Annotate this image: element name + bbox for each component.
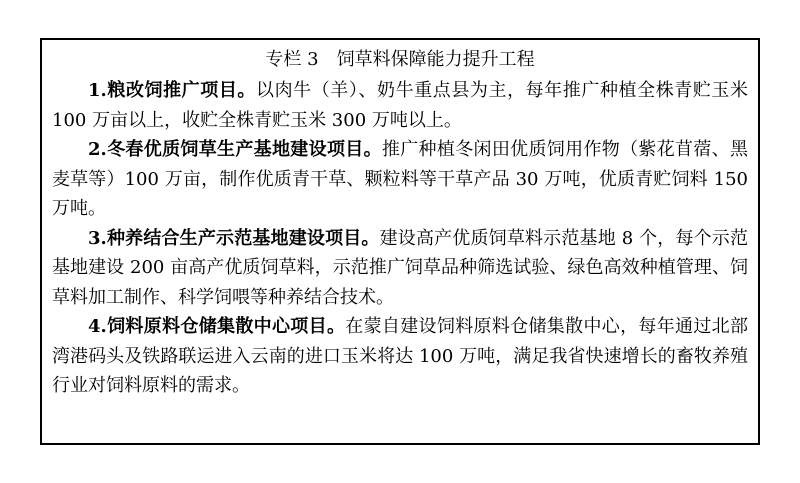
box-title: 专栏 3 饲草料保障能力提升工程 [265, 49, 535, 70]
item-1-heading: 1.粮改饲推广项目。 [88, 80, 256, 101]
item-3-body: 建设高产优质饲草料示范基地 8 个，每个示范基地建设 200 亩高产优质饲草料，示范推广饲草品种筛选试验、绿色高效种植管理、饲草料加工制作、科学饲喂等种养结合技术。 [52, 227, 748, 308]
feature-box [40, 38, 760, 445]
item-4-heading: 4.饲料原料仓储集散中心项目。 [88, 316, 346, 337]
item-3-heading: 3.种养结合生产示范基地建设项目。 [88, 227, 380, 249]
item-2-paragraph [52, 135, 748, 224]
item-2-heading: 2.冬春优质饲草生产基地建设项目。 [88, 139, 382, 160]
item-1-paragraph [52, 76, 748, 135]
item-4-paragraph [52, 312, 748, 401]
item-4-body: 在蒙自建设饲料原料仓储集散中心，每年通过北部湾港码头及铁路联运进入云南的进口玉米将达 100 万吨，满足我省快速增长的畜牧养殖行业对饲料原料的需求。 [52, 316, 749, 396]
item-1-body: 以肉牛（羊）、奶牛重点县为主，每年推广种植全株青贮玉米 100 万亩以上，收贮全株青贮玉米 300 万吨以上。 [52, 80, 749, 131]
item-3-paragraph [52, 224, 748, 313]
item-2-body: 推广种植冬闲田优质饲用作物（紫花苜蓿、黑麦草等）100 万亩，制作优质青干草、颗粒料等干草产品 30 万吨，优质青贮饲料 150 万吨。 [52, 139, 749, 219]
